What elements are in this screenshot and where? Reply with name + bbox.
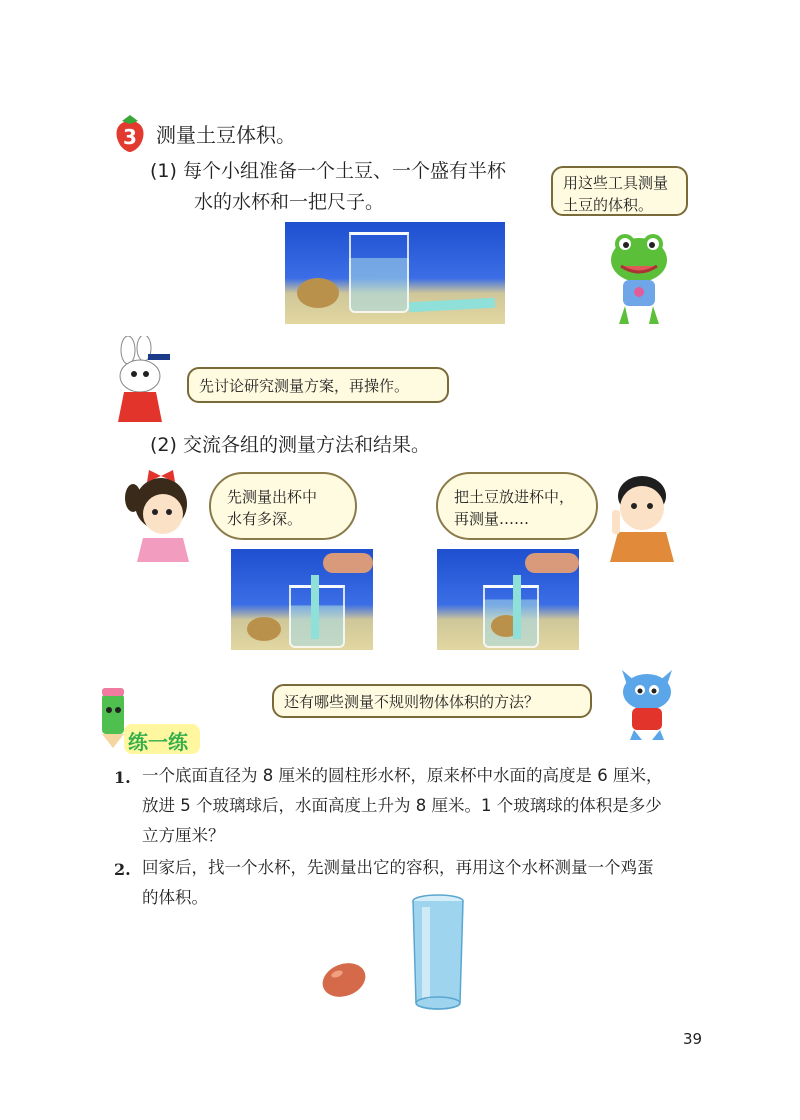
hand-icon <box>525 553 579 573</box>
step2-text: (2) 交流各组的测量方法和结果。 <box>150 434 430 456</box>
hand-icon <box>323 553 373 573</box>
question1-line3: 立方厘米？ <box>142 826 225 845</box>
question2-line1: 回家后，找一个水杯，先测量出它的容积，再用这个水杯测量一个鸡蛋 <box>142 858 654 877</box>
cat-speech-bubble: 还有哪些测量不规则物体体积的方法？ <box>272 684 592 718</box>
strawberry-number-icon <box>112 113 148 153</box>
water-cup-icon <box>349 232 409 313</box>
potato-cup-ruler-photo <box>285 222 505 324</box>
frog-bubble-line2: 土豆的体积。 <box>563 196 654 214</box>
practice-label <box>124 724 200 754</box>
ruler-icon <box>513 575 521 639</box>
question1-number: 1. <box>114 768 131 787</box>
ruler-icon <box>311 575 319 639</box>
problem-title: 测量土豆体积。 <box>156 123 296 147</box>
boy-bubble-line1: 把土豆放进杯中， <box>454 488 575 506</box>
rabbit-speech-bubble: 先讨论研究测量方案，再操作。 <box>187 367 449 403</box>
ruler-icon <box>409 298 495 312</box>
girl-speech-bubble <box>209 472 357 540</box>
page-number: 39 <box>683 1030 703 1048</box>
frog-bubble-line1: 用这些工具测量 <box>563 174 669 192</box>
measure-water-depth-photo <box>231 549 373 650</box>
water-cup-icon <box>410 893 466 1013</box>
step1-line1: (1) 每个小组准备一个土豆、一个盛有半杯 <box>150 160 506 182</box>
cat-character-icon <box>614 662 680 740</box>
svg-text:3: 3 <box>123 125 137 149</box>
girl-bubble-line2: 水有多深。 <box>227 510 303 528</box>
boy-bubble-line2: 再测量…… <box>454 510 530 528</box>
measure-with-potato-photo <box>437 549 579 650</box>
potato-icon <box>297 278 339 308</box>
frog-speech-bubble <box>551 166 688 216</box>
question2-line2: 的体积。 <box>142 888 208 907</box>
boy-character-icon <box>604 470 678 562</box>
practice-label-text: 练一练 <box>128 730 188 754</box>
egg-icon <box>321 962 367 998</box>
potato-icon <box>247 617 281 641</box>
boy-speech-bubble <box>436 472 598 540</box>
girl-character-icon <box>123 470 198 562</box>
step1-line2: 水的水杯和一把尺子。 <box>194 191 385 213</box>
question1-line2: 放进 5 个玻璃球后，水面高度上升为 8 厘米。1 个玻璃球的体积是多少 <box>142 796 662 815</box>
question1-line1: 一个底面直径为 8 厘米的圆柱形水杯，原来杯中水面的高度是 6 厘米， <box>142 766 663 785</box>
girl-bubble-line1: 先测量出杯中 <box>227 488 318 506</box>
frog-character-icon <box>607 230 671 328</box>
question2-number: 2. <box>114 860 131 879</box>
rabbit-character-icon <box>110 336 180 424</box>
